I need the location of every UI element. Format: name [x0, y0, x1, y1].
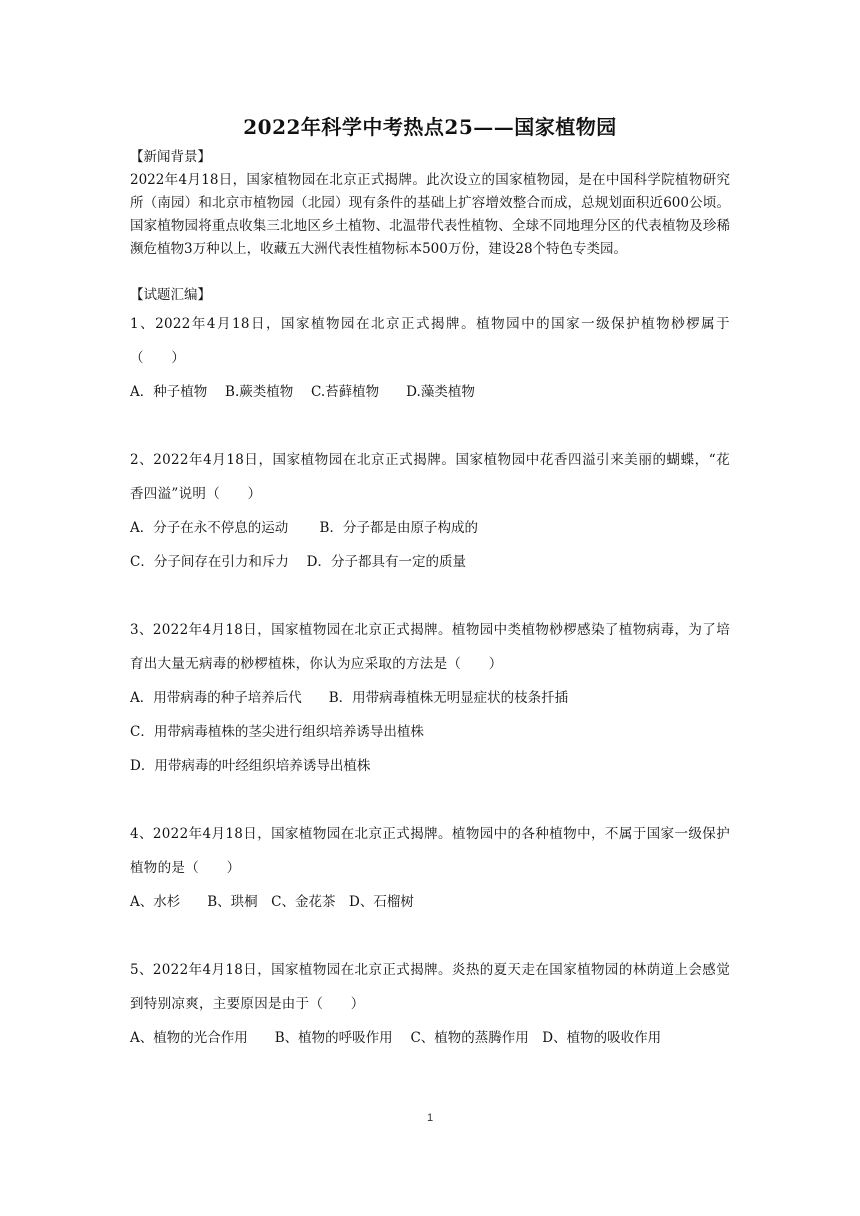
option-line: C．分子间存在引力和斥力 D．分子都具有一定的质量 — [130, 554, 466, 570]
question-2 — [130, 443, 730, 579]
page-title: 2022年科学中考热点25——国家植物园 — [243, 115, 617, 139]
question-stem: 4、2022年4月18日，国家植物园在北京正式揭牌。植物园中的各种植物中，不属于国家一级保护植物的是（ ） — [130, 826, 730, 876]
question-5 — [130, 953, 730, 1055]
question-stem: 2、2022年4月18日，国家植物园在北京正式揭牌。国家植物园中花香四溢引来美丽的蝴蝶，“花香四溢”说明（ ） — [130, 452, 730, 502]
page-number: 1 — [426, 1112, 434, 1124]
question-gap — [130, 579, 730, 613]
option-line: C．用带病毒植株的茎尖进行组织培养诱导出植株 — [130, 724, 424, 740]
question-stem: 3、2022年4月18日，国家植物园在北京正式揭牌。植物园中类植物桫椤感染了植物病毒，为了培育出大量无病毒的桫椤植株，你认为应采取的方法是（ ） — [130, 622, 730, 672]
page-content — [130, 112, 730, 1055]
option-line: A．用带病毒的种子培养后代 B．用带病毒植株无明显症状的枝条扦插 — [130, 690, 569, 706]
question-gap — [130, 409, 730, 443]
question-stem: 5、2022年4月18日，国家植物园在北京正式揭牌。炎热的夏天走在国家植物园的林荫道上会感觉到特别凉爽，主要原因是由于（ ） — [130, 962, 730, 1012]
question-4 — [130, 817, 730, 919]
exam-heading: 【试题汇编】 — [130, 287, 211, 303]
question-stem: 1、2022年4月18日，国家植物园在北京正式揭牌。植物园中的国家一级保护植物桫椤属于（ ） — [130, 316, 730, 366]
option-line: A、水杉 B、珙桐 C、金花茶 D、石榴树 — [130, 894, 414, 910]
option-line: A．种子植物 B.蕨类植物 C.苔藓植物 D.藻类植物 — [130, 384, 475, 400]
option-line: A、植物的光合作用 B、植物的呼吸作用 C、植物的蒸腾作用 D、植物的吸收作用 — [130, 1030, 662, 1046]
section-gap — [130, 261, 730, 284]
question-gap — [130, 783, 730, 817]
option-line: D．用带病毒的叶经组织培养诱导出植株 — [130, 758, 371, 774]
news-heading: 【新闻背景】 — [130, 149, 211, 165]
option-line: A．分子在永不停息的运动 B．分子都是由原子构成的 — [130, 520, 478, 536]
question-1 — [130, 307, 730, 409]
question-3 — [130, 613, 730, 783]
question-gap — [130, 919, 730, 953]
news-paragraph: 2022年4月18日，国家植物园在北京正式揭牌。此次设立的国家植物园，是在中国科学院植物研究所（南园）和北京市植物园（北园）现有条件的基础上扩容增效整合而成，总规划面积近600公顷。国家植物园将重点收集三北地区乡土植物、北温带代表性植物、全球不同地理分区的代表植物及珍稀濒危植物3万种以上，收藏五大洲代表性植物标本500万份，建设28个特色专类园。 — [130, 172, 730, 257]
